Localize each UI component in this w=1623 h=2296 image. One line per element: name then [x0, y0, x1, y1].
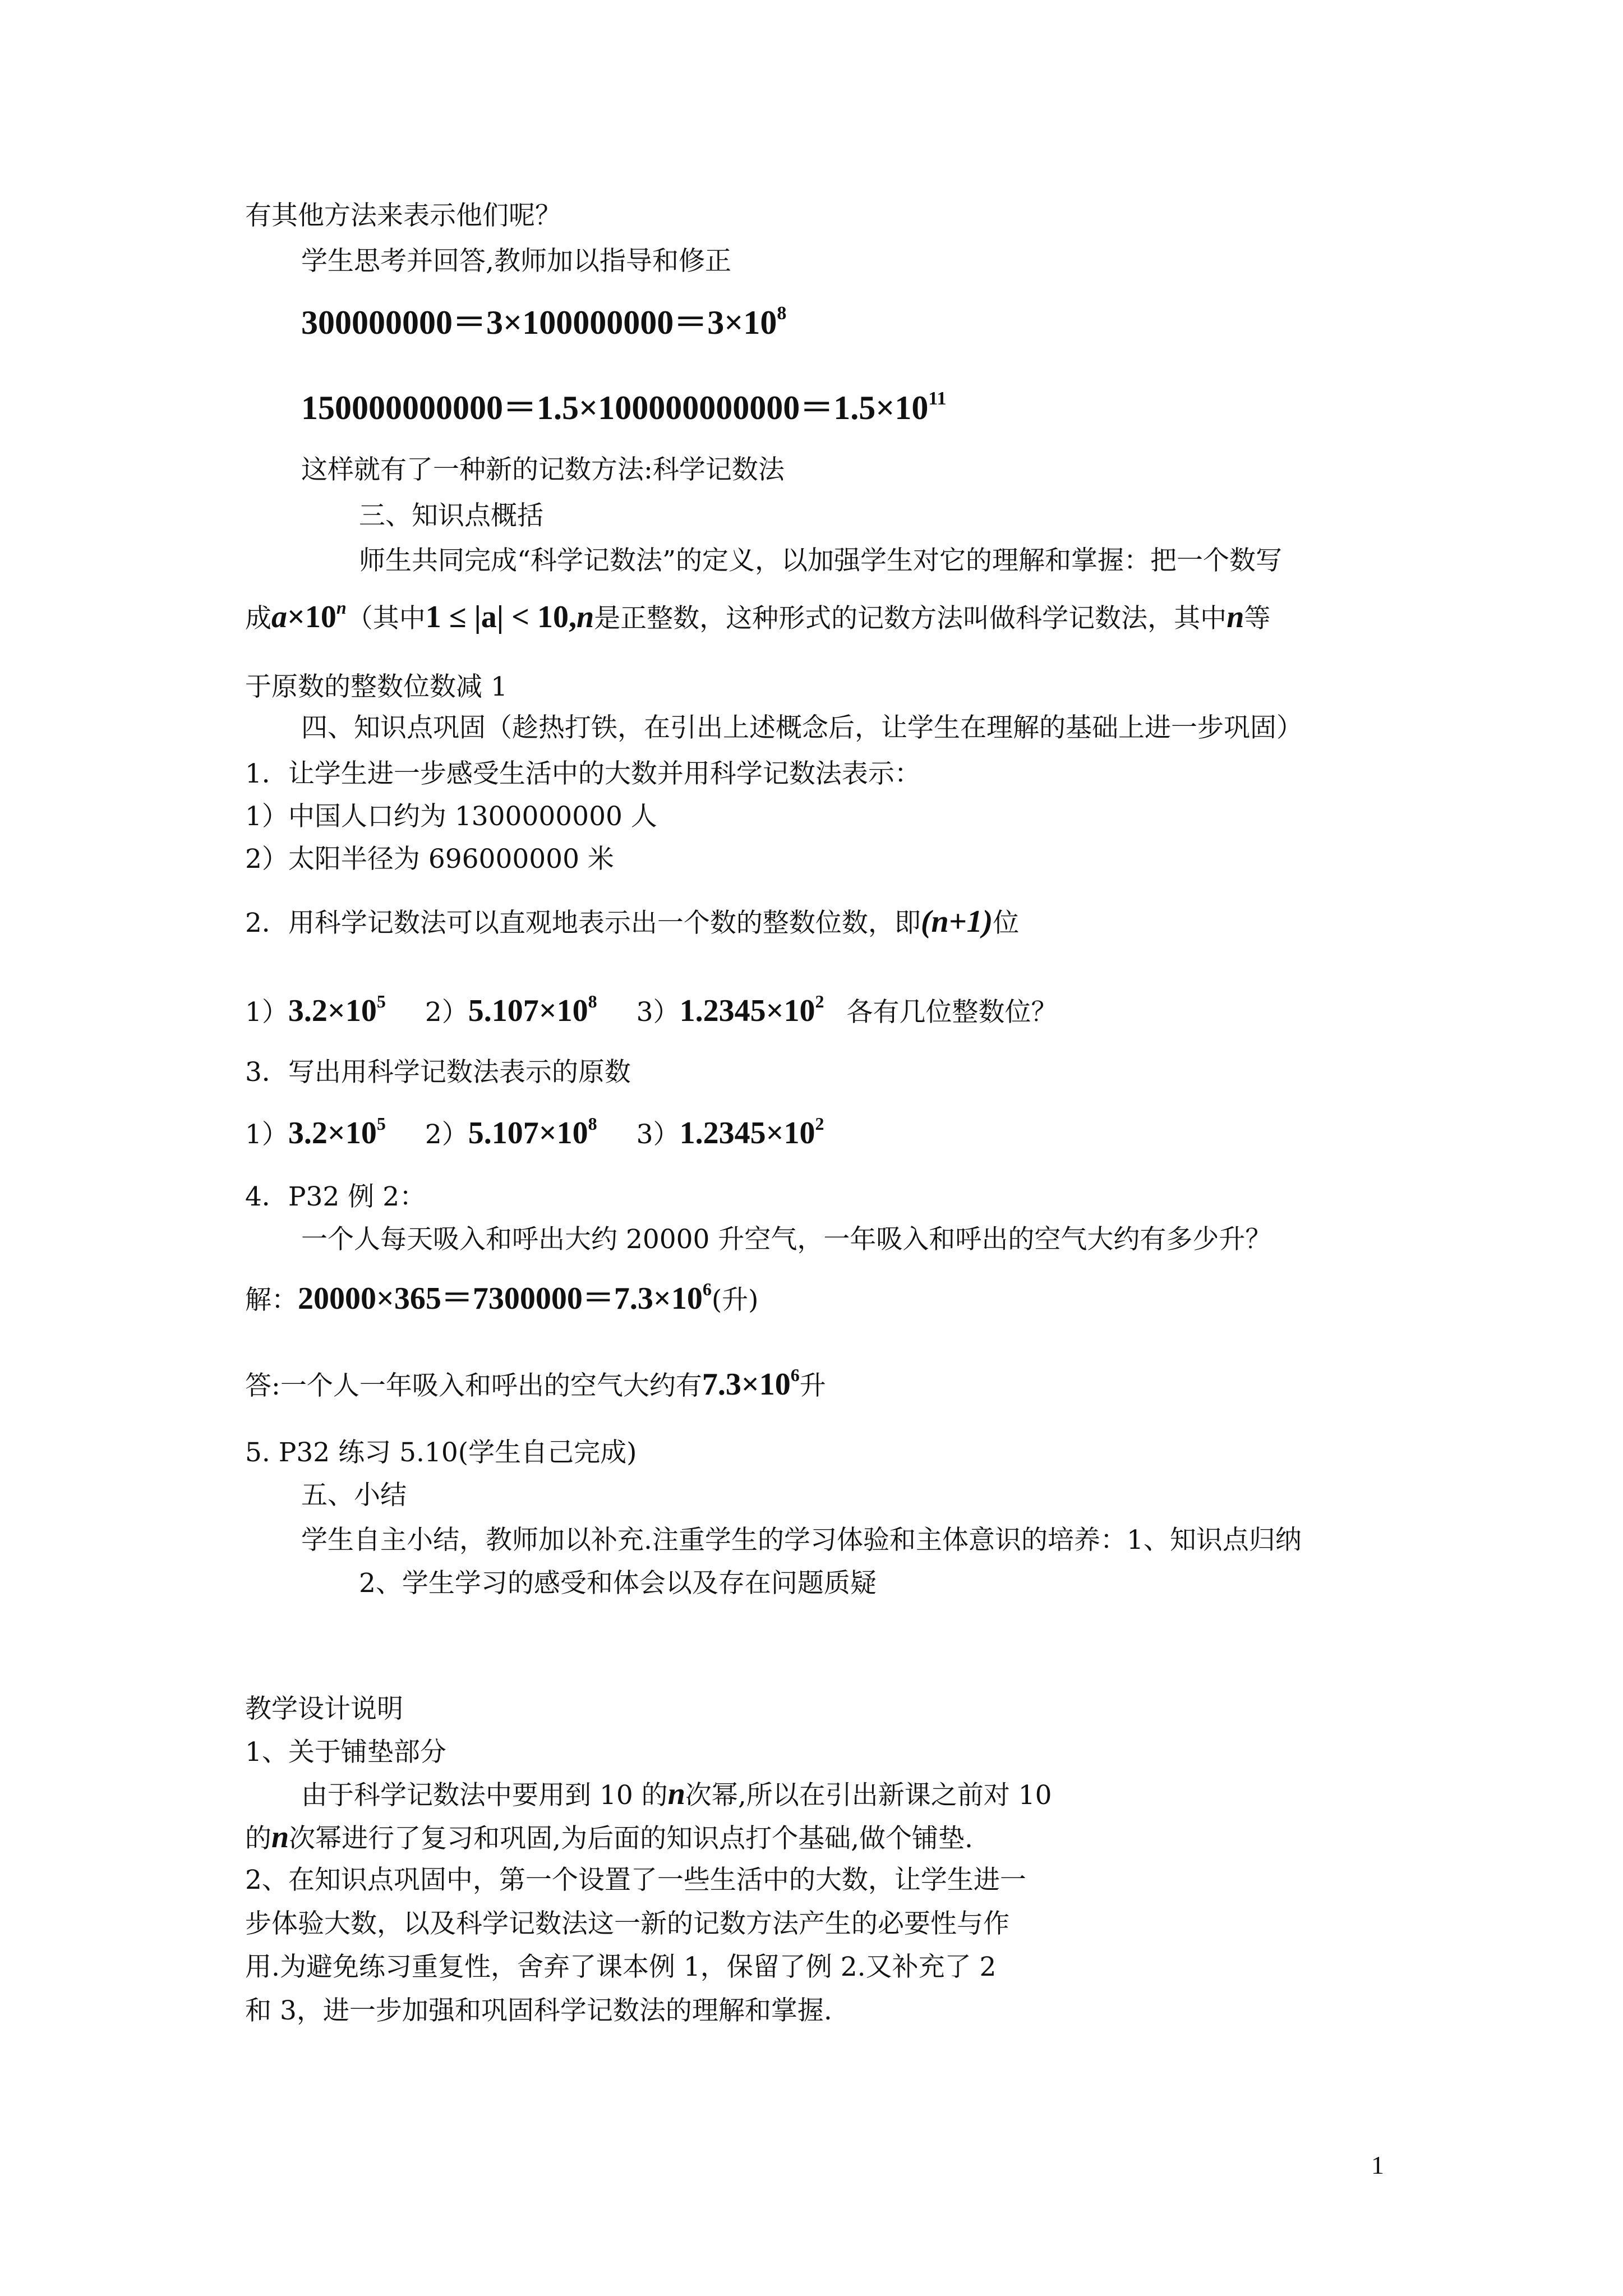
- item-number: 2）: [425, 1119, 468, 1150]
- text-line: 1．让学生进一步感受生活中的大数并用科学记数法表示：: [245, 758, 921, 789]
- text-span: 由于科学记数法中要用到 10 的: [301, 1780, 668, 1811]
- text-span: 的: [245, 1823, 271, 1854]
- math-exponent: 8: [588, 1114, 597, 1134]
- text-span: 位: [993, 908, 1020, 938]
- text-line: 有其他方法来表示他们呢？: [245, 200, 561, 231]
- math-term: [298, 1281, 712, 1316]
- equation-line: [301, 303, 787, 341]
- text-line: 3．写出用科学记数法表示的原数: [245, 1057, 631, 1088]
- math-times-ten: ×10: [287, 600, 336, 634]
- math-variable: n: [271, 1820, 289, 1855]
- text-line: 师生共同完成“科学记数法”的定义，以加强学生对它的理解和掌握：把一个数写: [359, 545, 1283, 576]
- text-span: 次幂,所以在引出新课之前对 10: [685, 1780, 1052, 1811]
- item-number: 1）: [245, 1119, 288, 1150]
- math-term: [468, 1116, 597, 1151]
- text-line: 4．P32 例 2：: [245, 1181, 426, 1212]
- math-body: 20000×365＝7300000＝7.3×10: [298, 1281, 703, 1316]
- text-span: 升: [799, 1370, 826, 1401]
- exercise-line: [245, 991, 1058, 1029]
- equation-exponent: 11: [928, 388, 947, 409]
- text-span: (升): [711, 1285, 759, 1315]
- math-variable: n: [667, 1777, 685, 1811]
- text-line: [301, 1777, 1052, 1812]
- item-number: 3）: [636, 1119, 680, 1150]
- math-body: 5.107×10: [468, 1116, 588, 1151]
- math-exponent: n: [336, 597, 347, 618]
- text-line: 步体验大数，以及科学记数法这一新的记数方法产生的必要性与作: [245, 1908, 1009, 1939]
- section-heading: 五、小结: [301, 1480, 407, 1511]
- text-line: 2、在知识点巩固中，第一个设置了一些生活中的大数，让学生进一: [245, 1865, 1026, 1895]
- math-term: [680, 993, 824, 1028]
- section-heading: 四、知识点巩固（趁热打铁，在引出上述概念后，让学生在理解的基础上进一步巩固）: [301, 712, 1303, 743]
- text-span: 成: [245, 603, 271, 634]
- item-number: 2）: [425, 997, 468, 1028]
- math-term: [468, 993, 597, 1028]
- section-heading: 教学设计说明: [245, 1694, 403, 1724]
- math-body: 3.2×10: [288, 993, 377, 1028]
- math-exponent: 6: [790, 1365, 800, 1385]
- text-line: 用.为避免练习重复性，舍弃了课本例 1，保留了例 2.又补充了 2: [245, 1952, 997, 1982]
- text-line: 一个人每天吸入和呼出大约 20000 升空气，一年吸入和呼出的空气大约有多少升？: [301, 1224, 1272, 1255]
- item-number: 1）: [245, 997, 288, 1028]
- math-exponent: 5: [376, 991, 386, 1011]
- math-body: 1.2345×10: [679, 1116, 815, 1151]
- text-line: 2）太阳半径为 696000000 米: [245, 844, 614, 875]
- text-span: 是正整数，这种形式的记数方法叫做科学记数法，其中: [594, 603, 1227, 634]
- exercise-line: [245, 1116, 824, 1152]
- section-heading: 三、知识点概括: [359, 500, 543, 531]
- equation-body: 150000000000＝1.5×100000000000＝1.5×10: [301, 389, 929, 426]
- text-span: （其中: [346, 603, 426, 634]
- math-variable: n: [1227, 600, 1244, 634]
- math-exponent: 6: [702, 1279, 712, 1299]
- math-body: 5.107×10: [468, 993, 588, 1028]
- math-variable: n: [577, 600, 594, 634]
- solution-line: [245, 1279, 759, 1317]
- math-body: 3.2×10: [288, 1116, 377, 1151]
- text-line: 2、学生学习的感受和体会以及存在问题质疑: [359, 1568, 877, 1599]
- answer-line: [245, 1365, 826, 1403]
- equation-body: 300000000＝3×100000000＝3×10: [301, 304, 777, 341]
- math-variable: a: [271, 600, 287, 634]
- text-span: 等: [1244, 603, 1271, 634]
- text-line: 1）中国人口约为 1300000000 人: [245, 801, 657, 832]
- text-span: 各有几位整数位？: [846, 997, 1058, 1028]
- math-body: 1.2345×10: [679, 993, 815, 1028]
- text-line: [245, 1820, 973, 1856]
- math-exponent: 2: [815, 991, 824, 1011]
- text-line: 这样就有了一种新的记数方法:科学记数法: [301, 454, 785, 485]
- math-expression: (n+1): [920, 904, 993, 939]
- text-line: 和 3，进一步加强和巩固科学记数法的理解和掌握.: [245, 1995, 832, 2026]
- equation-exponent: 8: [777, 303, 787, 324]
- text-line: 学生思考并回答,教师加以指导和修正: [301, 246, 731, 277]
- math-exponent: 5: [376, 1114, 386, 1134]
- math-exponent: 8: [588, 991, 597, 1011]
- math-term: [288, 1116, 386, 1151]
- math-term: [680, 1116, 824, 1151]
- definition-line: [245, 597, 1271, 636]
- text-span: 解：: [245, 1285, 298, 1315]
- math-term: [287, 597, 347, 634]
- text-span: 次幂进行了复习和巩固,为后面的知识点打个基础,做个铺垫.: [289, 1823, 973, 1854]
- text-line: [245, 905, 1019, 940]
- math-exponent: 2: [815, 1114, 824, 1134]
- text-line: 于原数的整数位数减 1: [245, 671, 508, 702]
- math-term: [702, 1367, 800, 1402]
- text-line: 5. P32 练习 5.10(学生自己完成): [245, 1437, 637, 1468]
- math-term: [288, 993, 386, 1028]
- text-line: 学生自主小结，教师加以补充.注重学生的学习体验和主体意识的培养：1、知识点归纳: [301, 1525, 1302, 1556]
- text-span: 2．用科学记数法可以直观地表示出一个数的整数位数，即: [245, 908, 921, 938]
- equation-line: [301, 388, 947, 426]
- text-span: 答:一个人一年吸入和呼出的空气大约有: [245, 1370, 702, 1401]
- math-body: 7.3×10: [702, 1367, 791, 1402]
- text-line: 1、关于铺垫部分: [245, 1737, 446, 1768]
- page-number: 1: [1371, 2151, 1384, 2179]
- math-condition: 1 ≤ |a| < 10,: [425, 600, 577, 634]
- item-number: 3）: [636, 997, 680, 1028]
